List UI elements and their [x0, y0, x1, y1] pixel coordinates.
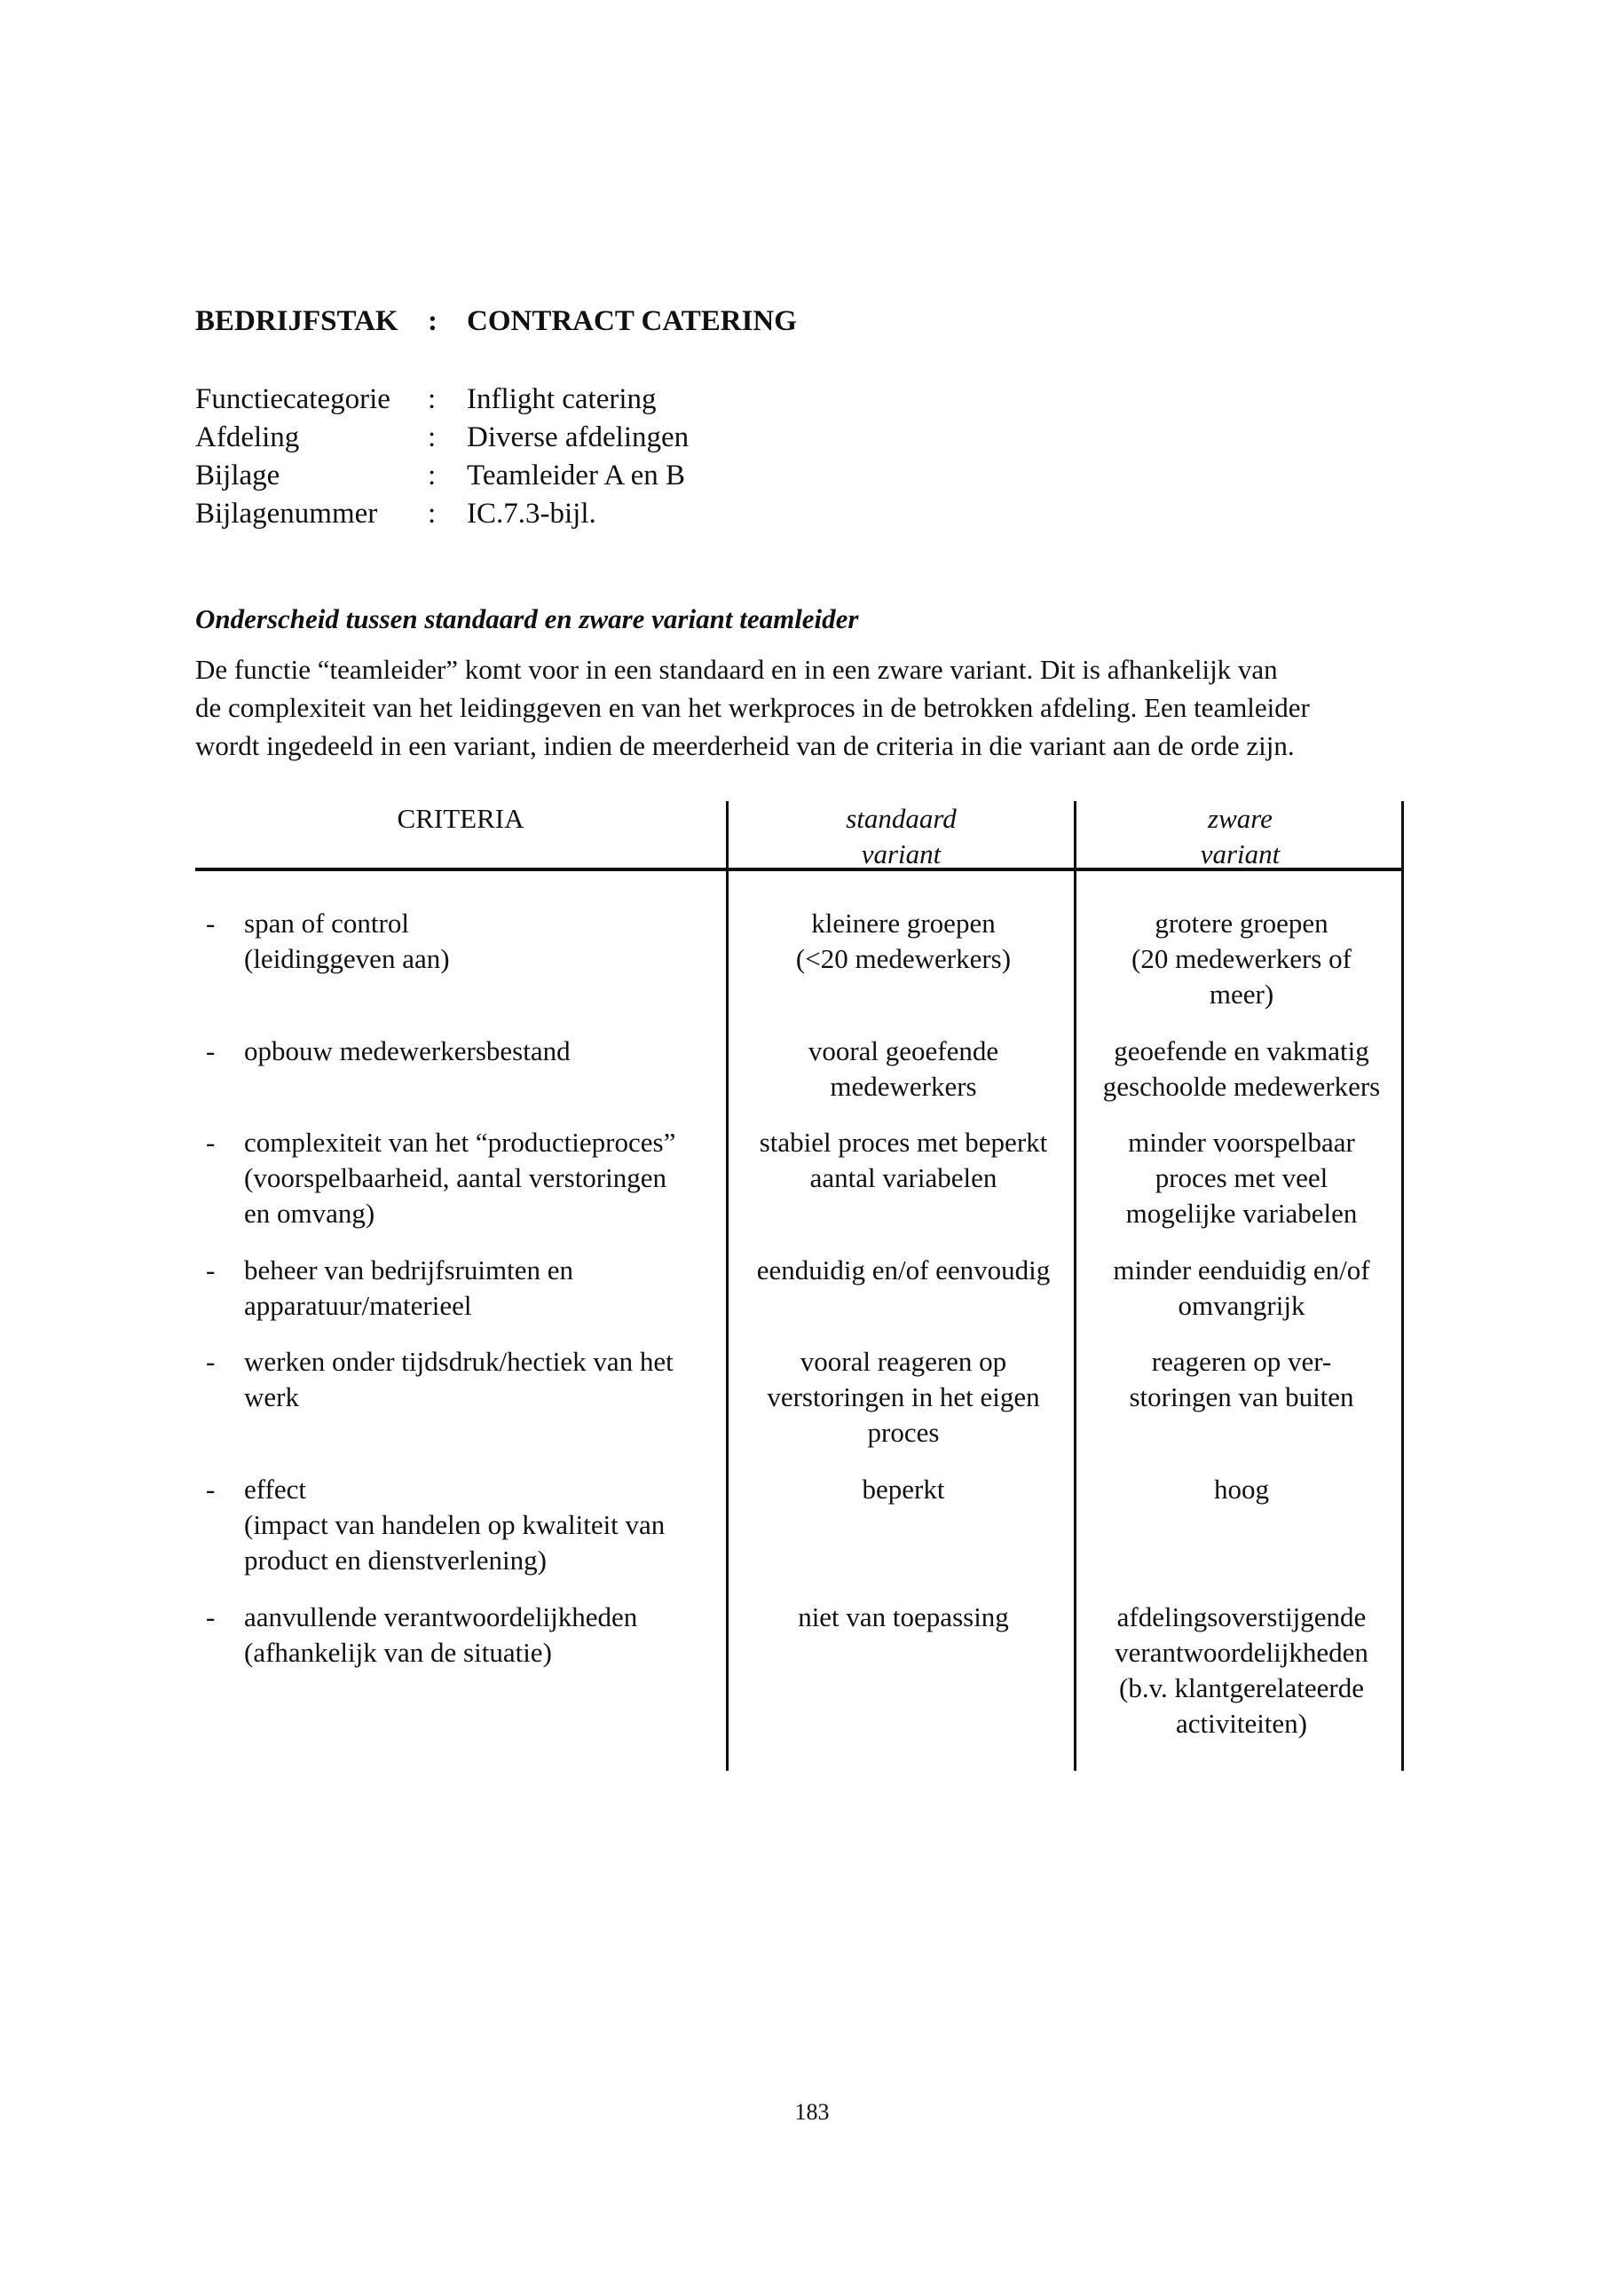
separator: :: [428, 305, 438, 337]
standaard-cell: vooral reageren op verstoringen in het eigen proces: [767, 1346, 1040, 1448]
bullet: -: [206, 1474, 216, 1505]
field-label: Functiecategorie: [195, 383, 390, 415]
zware-cell: reageren op ver- storingen van buiten: [1129, 1346, 1354, 1412]
intro-line: de complexiteit van het leidinggeven en van het werkproces in de betrokken afdeling. Een teamleider: [195, 692, 1310, 723]
page-number: 183: [794, 2099, 830, 2125]
column-divider: [726, 801, 729, 1771]
criteria-table: [195, 801, 1404, 1771]
zware-cell: hoog: [1214, 1474, 1269, 1505]
field-label: Bijlage: [195, 460, 280, 491]
standaard-cell: niet van toepassing: [798, 1601, 1009, 1632]
field-value: Diverse afdelingen: [467, 421, 690, 453]
criteria-cell: effect (impact van handelen op kwaliteit van product en dienstverlening): [244, 1474, 666, 1576]
sector-label: BEDRIJFSTAK: [195, 305, 398, 337]
column-header-zware: zware variant: [1200, 803, 1281, 869]
field-label: Afdeling: [195, 421, 300, 453]
criteria-cell: beheer van bedrijfsruimten en apparatuur/materieel: [244, 1254, 573, 1321]
criteria-cell: opbouw medewerkersbestand: [244, 1035, 571, 1066]
bullet: -: [206, 1346, 216, 1377]
field-value: Inflight catering: [467, 383, 657, 415]
standaard-cell: stabiel proces met beperkt aantal variabelen: [759, 1127, 1048, 1193]
zware-cell: minder voorspelbaar proces met veel mogelijke variabelen: [1125, 1127, 1358, 1229]
sector-value: CONTRACT CATERING: [467, 305, 797, 337]
bullet: -: [206, 1601, 216, 1632]
separator: :: [428, 460, 437, 491]
standaard-cell: kleinere groepen (<20 medewerkers): [795, 908, 1012, 974]
zware-cell: afdelingsoverstijgende verantwoordelijkheden (b.v. klantgerelateerde activiteiten): [1115, 1601, 1368, 1739]
field-label: Bijlagenummer: [195, 498, 378, 530]
separator: :: [428, 421, 437, 453]
standaard-cell: beperkt: [862, 1474, 945, 1505]
bullet: -: [206, 1254, 216, 1286]
criteria-cell: complexiteit van het “productieproces” (voorspelbaarheid, aantal verstoringen en omvang): [244, 1127, 676, 1229]
separator: :: [428, 498, 437, 530]
bullet: -: [206, 1127, 216, 1158]
intro-line: De functie “teamleider” komt voor in een standaard en in een zware variant. Dit is afhankelijk van: [195, 654, 1278, 685]
standaard-cell: vooral geoefende medewerkers: [808, 1035, 999, 1102]
field-value: Teamleider A en B: [467, 460, 686, 491]
intro-line: wordt ingedeeld in een variant, indien de meerderheid van de criteria in die variant aan de orde zijn.: [195, 730, 1295, 761]
intro-paragraph: [195, 650, 1429, 765]
bullet: -: [206, 908, 216, 939]
bullet: -: [206, 1035, 216, 1066]
standaard-cell: eenduidig en/of eenvoudig: [756, 1254, 1051, 1286]
criteria-cell: werken onder tijdsdruk/hectiek van het werk: [244, 1346, 674, 1412]
criteria-cell: aanvullende verantwoordelijkheden (afhankelijk van de situatie): [244, 1601, 638, 1668]
separator: :: [428, 383, 437, 415]
column-header-criteria: CRITERIA: [397, 803, 524, 834]
section-title: Onderscheid tussen standaard en zware variant teamleider: [195, 603, 859, 634]
criteria-cell: span of control (leidinggeven aan): [244, 908, 450, 974]
zware-cell: grotere groepen (20 medewerkers of meer): [1131, 908, 1352, 1010]
zware-cell: geoefende en vakmatig geschoolde medewerkers: [1102, 1035, 1381, 1102]
zware-cell: minder eenduidig en/of omvangrijk: [1113, 1254, 1370, 1321]
column-header-standaard: standaard variant: [846, 803, 957, 869]
field-value: IC.7.3-bijl.: [467, 498, 596, 530]
